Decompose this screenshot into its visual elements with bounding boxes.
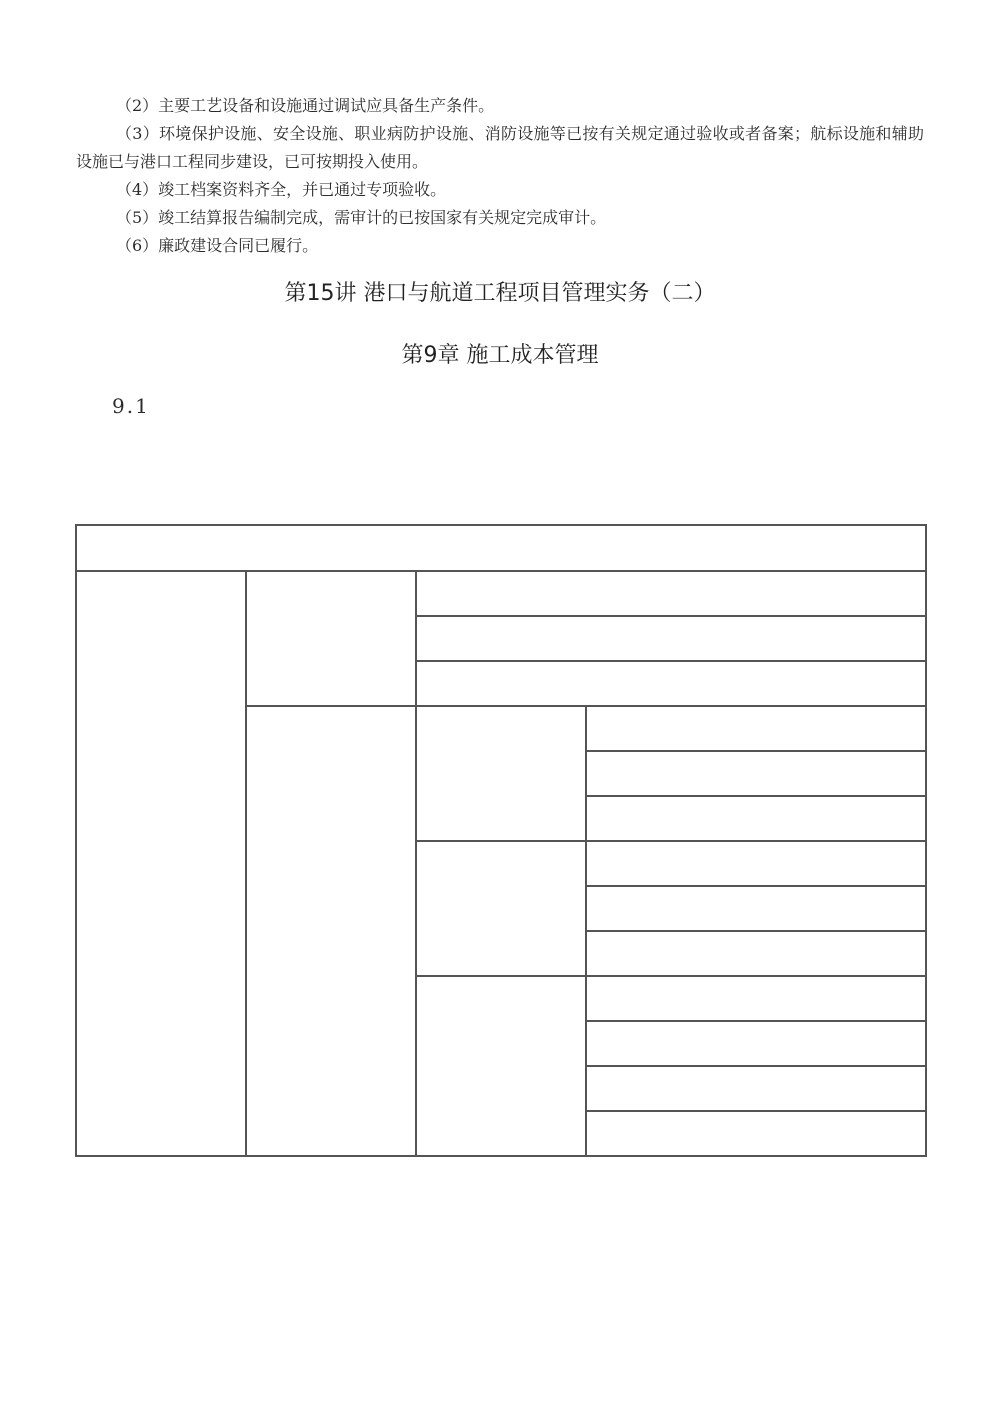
table-cell <box>586 841 926 886</box>
cost-structure-table <box>75 524 927 1157</box>
paragraph-item-3: （3）环境保护设施、安全设施、职业病防护设施、消防设施等已按有关规定通过验收或者备案；航标设施和辅助设施已与港口工程同步建设，已可按期投入使用。 <box>76 124 924 171</box>
table-cell-level-3-a <box>416 706 586 841</box>
lecture-title: 第15讲 港口与航道工程项目管理实务（二） <box>284 281 716 306</box>
paragraph-item-4: （4）竣工档案资料齐全，并已通过专项验收。 <box>116 180 447 199</box>
table-cell <box>416 571 926 616</box>
table-cell <box>586 1021 926 1066</box>
table-cell <box>586 1066 926 1111</box>
section-number: 9.1 <box>112 394 150 418</box>
table-cell <box>586 976 926 1021</box>
paragraph-item-5: （5）竣工结算报告编制完成，需审计的已按国家有关规定完成审计。 <box>116 208 607 227</box>
table-cell <box>586 886 926 931</box>
paragraph-item-2: （2）主要工艺设备和设施通过调试应具备生产条件。 <box>116 96 495 115</box>
table-cell-level-3-c <box>416 976 586 1156</box>
table-cell <box>586 751 926 796</box>
chapter-title: 第9章 施工成本管理 <box>401 343 599 368</box>
paragraph-item-6: （6）廉政建设合同已履行。 <box>116 236 319 255</box>
table-cell <box>586 796 926 841</box>
table-row <box>76 571 926 616</box>
table-cell-level-1 <box>76 571 246 1156</box>
table-cell <box>416 661 926 706</box>
table-cell-level-2-b <box>246 706 416 1156</box>
table-cell-level-2-a <box>246 571 416 706</box>
table-cell <box>586 1111 926 1156</box>
table-cell-level-3-b <box>416 841 586 976</box>
table-header-cell <box>76 525 926 571</box>
table-cell <box>586 706 926 751</box>
table-cell <box>586 931 926 976</box>
table-header-row <box>76 525 926 571</box>
table-cell <box>416 616 926 661</box>
